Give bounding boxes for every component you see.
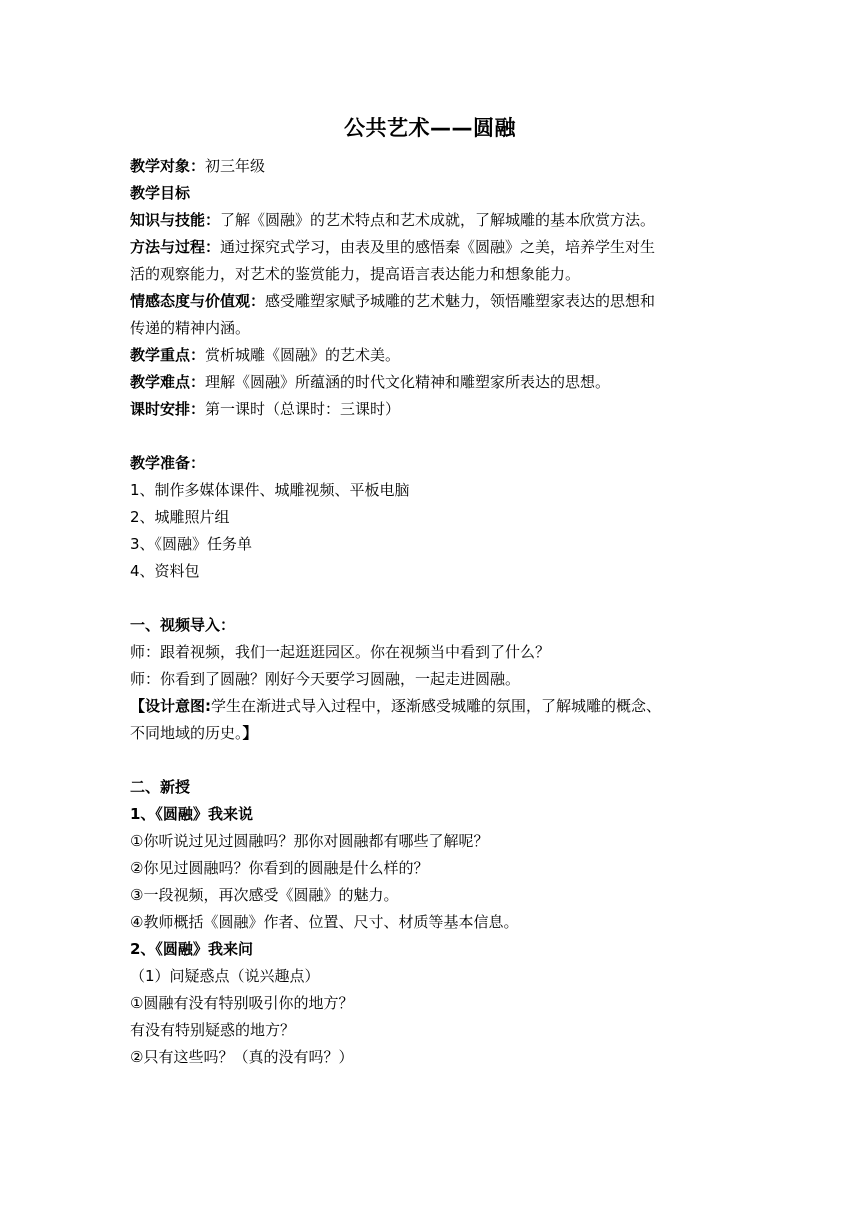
section2-heading: 二、新授 — [130, 778, 191, 796]
design-intent-line-1 — [130, 693, 740, 720]
section1-heading: 一、视频导入： — [130, 616, 236, 634]
design-intent-line-2 — [130, 720, 740, 747]
focus-value: 赏析城雕《圆融》的艺术美。 — [205, 346, 401, 364]
document-body — [130, 153, 740, 1071]
method-value-1: 通过探究式学习，由表及里的感悟秦《圆融》之美，培养学生对生 — [220, 238, 656, 256]
spacer — [130, 423, 740, 450]
focus-line — [130, 342, 740, 369]
knowledge-label: 知识与技能： — [130, 211, 221, 229]
knowledge-value: 了解《圆融》的艺术特点和艺术成就，了解城雕的基本欣赏方法。 — [220, 211, 656, 229]
schedule-value: 第一课时（总课时：三课时） — [205, 400, 401, 418]
knowledge-line — [130, 207, 740, 234]
list-item: ④教师概括《圆融》作者、位置、尺寸、材质等基本信息。 — [130, 913, 519, 931]
spacer — [130, 585, 740, 612]
prep-item: 2、城雕照片组 — [130, 508, 230, 526]
method-label: 方法与过程： — [130, 238, 221, 256]
difficulty-line — [130, 369, 740, 396]
prep-item: 3、《圆融》任务单 — [130, 535, 253, 553]
design-intent-open: 【设计意图: — [130, 697, 211, 715]
difficulty-label: 教学难点： — [130, 373, 206, 391]
list-item: ②只有这些吗？（真的没有吗？） — [130, 1048, 354, 1066]
prep-item: 4、资料包 — [130, 562, 200, 580]
teaching-object-line — [130, 153, 740, 180]
design-intent-text-2: 不同地域的历史。 — [130, 724, 243, 742]
list-item: （1）问疑惑点（说兴趣点） — [130, 967, 320, 985]
difficulty-value: 理解《圆融》所蕴涵的时代文化精神和雕塑家所表达的思想。 — [205, 373, 611, 391]
schedule-label: 课时安排： — [130, 400, 206, 418]
teaching-goals-heading: 教学目标 — [130, 184, 191, 202]
list-item: ②你见过圆融吗？你看到的圆融是什么样的？ — [130, 859, 429, 877]
list-item: ①你听说过见过圆融吗？那你对圆融都有哪些了解呢？ — [130, 832, 489, 850]
design-intent-close: 】 — [242, 724, 258, 742]
teaching-object-value: 初三年级 — [205, 157, 266, 175]
section2-sub1-heading: 1、《圆融》我来说 — [130, 805, 253, 823]
page-title: 公共艺术——圆融 — [344, 116, 516, 140]
prep-item: 1、制作多媒体课件、城雕视频、平板电脑 — [130, 481, 410, 499]
prep-heading: 教学准备： — [130, 454, 206, 472]
design-intent-text-1: 学生在渐进式导入过程中，逐渐感受城雕的氛围，了解城雕的概念、 — [211, 697, 662, 715]
list-item: ①圆融有没有特别吸引你的地方？ — [130, 994, 354, 1012]
section1-line-1: 师：跟着视频，我们一起逛逛园区。你在视频当中看到了什么？ — [130, 643, 551, 661]
method-line-2: 活的观察能力，对艺术的鉴赏能力，提高语言表达能力和想象能力。 — [130, 265, 581, 283]
emotion-line-2: 传递的精神内涵。 — [130, 319, 251, 337]
section1-line-2: 师：你看到了圆融？刚好今天要学习圆融，一起走进圆融。 — [130, 670, 521, 688]
focus-label: 教学重点： — [130, 346, 206, 364]
teaching-object-label: 教学对象： — [130, 157, 206, 175]
list-item: 有没有特别疑惑的地方？ — [130, 1021, 296, 1039]
spacer — [130, 747, 740, 774]
list-item: ③一段视频，再次感受《圆融》的魅力。 — [130, 886, 399, 904]
emotion-value-1: 感受雕塑家赋予城雕的艺术魅力，领悟雕塑家表达的思想和 — [265, 292, 656, 310]
section2-sub2-heading: 2、《圆融》我来问 — [130, 940, 253, 958]
schedule-line — [130, 396, 740, 423]
emotion-label: 情感态度与价值观： — [130, 292, 266, 310]
emotion-line-1 — [130, 288, 740, 315]
method-line-1 — [130, 234, 740, 261]
